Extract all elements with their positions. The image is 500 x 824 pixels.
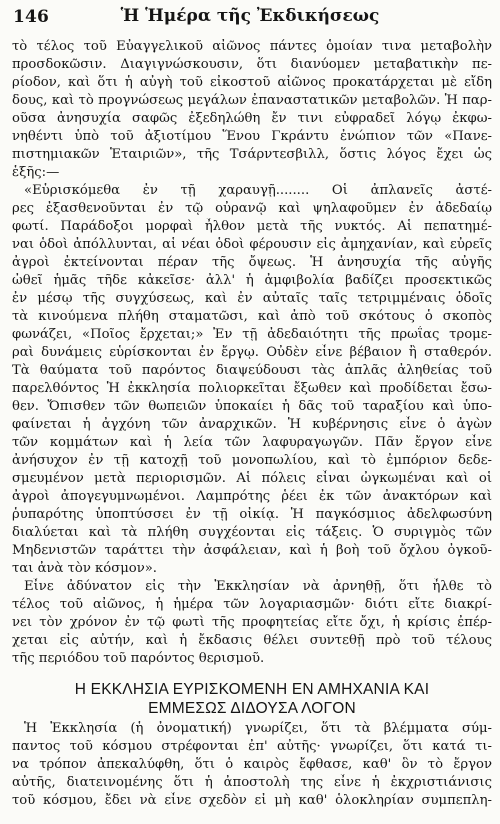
text-line: ρίοδον, καὶ ὅτι ἡ αὐγὴ τοῦ εἰκοστοῦ αἰῶνος προκατάρχεται μὲ εἴδη bbox=[12, 75, 492, 90]
text-line: πιστημιακῶν Ἑταιριῶν», τῆς Τσάρντεσβιλλ, ὅστις λόγος ἔχει ὡς bbox=[12, 147, 492, 162]
text-line: διαλύεται καὶ τὰ πλήθη συγχέονται εἰς τάξεις. Ὁ συριγμὸς τῶν bbox=[12, 525, 492, 540]
text-line: νηθέντι ὑπὸ τοῦ ἀξιοτίμου Ἕνου Γκράντυ ἐνώπιον τῶν «Πανε- bbox=[12, 129, 492, 144]
section-heading-line: ΕΜΜΕΣΩΣ ΔΙΔΟΥΣΑ ΛΟΓΟΝ bbox=[148, 700, 356, 717]
text-line: φαίνεται ἡ ἀγχόνη τῶν ἀναρχικῶν. Ἡ κυβέρνησις εἶνε ὁ ἀγὼν bbox=[12, 417, 492, 432]
text-line: ὠθεῖ ἡμᾶς τῆδε κἀκεῖσε· ἀλλ' ἡ ἀμφιβολία βαδίζει προσεκτικῶς bbox=[12, 273, 492, 288]
text-line: ραὶ δυνάμεις εὑρίσκονται ἐν ἔργῳ. Οὐδὲν εἶνε βέβαιον ἢ σταθερόν. bbox=[12, 345, 492, 360]
paragraph-3 bbox=[12, 578, 492, 668]
text-line: τέλος τοῦ αἰῶνος, ἡ ἡμέρα τῶν λογαριασμῶν· διότι εἴτε διακρί- bbox=[12, 597, 492, 612]
page-header bbox=[13, 6, 487, 30]
text-line: νει τὸν χρόνον ἐν τῷ φωτὶ τῆς προφητείας εἴτε ὄχι, ἡ κρίσις ἐπέρ- bbox=[12, 615, 492, 630]
text-line: τοῦ κόσμου, ἔδει νὰ εἶνε σχεδὸν εἰ μὴ καθ' ὁλοκληρίαν συμπεπλη- bbox=[12, 793, 492, 808]
section-heading bbox=[12, 680, 492, 718]
text-line: χεται εἰς αὐτήν, καὶ ἡ ἔκδασις θέλει συντεθῇ πρὸ τοῦ τέλους bbox=[12, 633, 492, 648]
text-line: ἀγροὶ ἀπογεγυμνωμένοι. Λαμπρότης ῥέει ἐκ τῶν ἀνακτόρων καὶ bbox=[12, 489, 492, 504]
text-line: ῥυπαρότης ὑποπτύσσει ἐν τῇ οἰκίᾳ. Ἡ παγκόσμιος ἀδελφωσύνη bbox=[12, 507, 492, 522]
text-line: τῆς περιόδου τοῦ παρόντος θερισμοῦ. bbox=[12, 651, 265, 666]
text-line: αὐτῆς, διατεινομένης ὅτι ἡ ἀποστολὴ της εἶνε ἡ ἐκχριστιάνισις bbox=[12, 775, 492, 790]
text-line: ἐν μέσῳ τῆς συγχύσεως, καὶ ἐν αὐταῖς ταῖς τετριμμέναις ὁδοῖς bbox=[12, 291, 492, 306]
text-line: ἀνήσυχον ἐν τῇ κατοχῇ τοῦ μονοπωλίου, καὶ τὸ ἐμπόριον δεδε- bbox=[12, 453, 492, 468]
running-title: Ἡ Ἡμέρα τῆς Ἐκδικήσεως bbox=[120, 6, 380, 26]
page-number: 146 bbox=[13, 7, 50, 27]
text-line: τῶν κομμάτων καὶ ἡ λεία τῶν λαφυραγωγῶν. Πᾶν ἔργον εἶνε bbox=[12, 435, 492, 450]
text-line: Ἡ Ἐκκλησία (ἡ ὀνοματική) γνωρίζει, ὅτι τὰ βλέμματα σύμ- bbox=[24, 721, 492, 736]
text-line: προσδοκῶσιν. Διαγιγνώσκουσιν, ὅτι διανύομεν μεταβατικὴν πε- bbox=[12, 57, 492, 72]
text-line: ἑξῆς:— bbox=[12, 165, 60, 180]
text-line: ται ἀνὰ τὸν κόσμον». bbox=[12, 561, 157, 576]
text-line: Μηδενιστῶν ταράττει τὴν ἀσφάλειαν, καὶ ἡ βοὴ τοῦ ὄχλου ὀγκοῦ- bbox=[12, 543, 492, 558]
text-line: ἀγροὶ ἐκτείνονται πέραν τῆς ὄψεως. Ἡ ἀνησυχία τῆς αὐγῆς bbox=[12, 255, 492, 270]
text-line: φωνάζει, «Ποῖος ἔρχεται;» Ἐν τῇ ἀδεδαιότητι τῆς πρωΐας τρομε- bbox=[12, 327, 492, 342]
text-line: να τρόπον ἀπεκαλύφθη, ὅτι ὁ καιρὸς ἔφθασε, καθ' ὃν τὸ ἔργον bbox=[12, 757, 492, 772]
text-line: παντος τοῦ κόσμου στρέφονται ἐπ' αὐτῆς· γνωρίζει, ὅτι κατά τι- bbox=[12, 739, 492, 754]
text-line: οῦσα ἀνησυχία σαφῶς ἐξεδηλώθη ἔν τινι εὐφραδεῖ λόγῳ ἐκφω- bbox=[12, 111, 492, 126]
text-line: παρελθόντος Ἡ ἐκκλησία πολιορκεῖται ἔξωθεν καὶ προδίδεται ἔσω- bbox=[12, 381, 492, 396]
page-body bbox=[12, 38, 492, 810]
text-line: θεν. Ὄπισθεν τῶν θωπειῶν ὑποκαίει ἡ δᾶς τοῦ ταραξίου καὶ ὑπο- bbox=[12, 399, 492, 414]
text-line: τὸ τέλος τοῦ Εὐαγγελικοῦ αἰῶνος πάντες ὁμοίαν τινα μεταβολὴν bbox=[12, 39, 492, 54]
quotation-paragraph bbox=[12, 182, 492, 578]
text-line: Τὰ θαύματα τοῦ παρόντος διαψεύδουσι τὰς ἁπλᾶς ἀληθείας τοῦ bbox=[12, 363, 492, 378]
text-line: Εἶνε ἀδύνατον εἰς τὴν Ἐκκλησίαν νὰ ἀρνηθῇ, ὅτι ἦλθε τὸ bbox=[24, 579, 492, 594]
text-line: ναι ὁδοὶ ἀπόλλυνται, αἱ νέαι ὁδοὶ φέρουσιν εἰς ἀμηχανίαν, καὶ εὐρεῖς bbox=[12, 237, 492, 252]
text-line: δους, καὶ τὸ προγνώσεως μεγάλων ἐπαναστατικῶν μεταβολῶν. Ἡ παρ- bbox=[12, 93, 492, 108]
section-heading-line: Η ΕΚΚΛΗΣΙΑ ΕΥΡΙΣΚΟΜΕΝΗ ΕΝ ΑΜΗΧΑΝΙΑ ΚΑΙ bbox=[74, 681, 430, 698]
paragraph-final bbox=[12, 720, 492, 810]
text-line: τὰ κινούμενα πλήθη σταματῶσι, καὶ ἀπὸ τοῦ σκότους ὁ σκοπὸς bbox=[12, 309, 492, 324]
text-line: σμευμένον μετὰ περιορισμῶν. Αἱ πόλεις εἶναι ὠγκωμέναι καὶ οἱ bbox=[12, 471, 492, 486]
text-line: ρες ἐξασθενοῦνται ἐν τῷ οὐρανῷ καὶ ψηλαφοῦμεν ἐν ἀδεδαίῳ bbox=[12, 201, 492, 216]
paragraph-1 bbox=[12, 38, 492, 182]
text-line: «Εὑρισκόμεθα ἐν τῇ χαραυγῇ........ Οἱ ἀπλανεῖς ἀστέ- bbox=[24, 183, 492, 198]
text-line: φωτί. Παράδοξοι μορφαὶ ἦλθον μετὰ τῆς νυκτός. Αἱ πεπατημέ- bbox=[12, 219, 492, 234]
